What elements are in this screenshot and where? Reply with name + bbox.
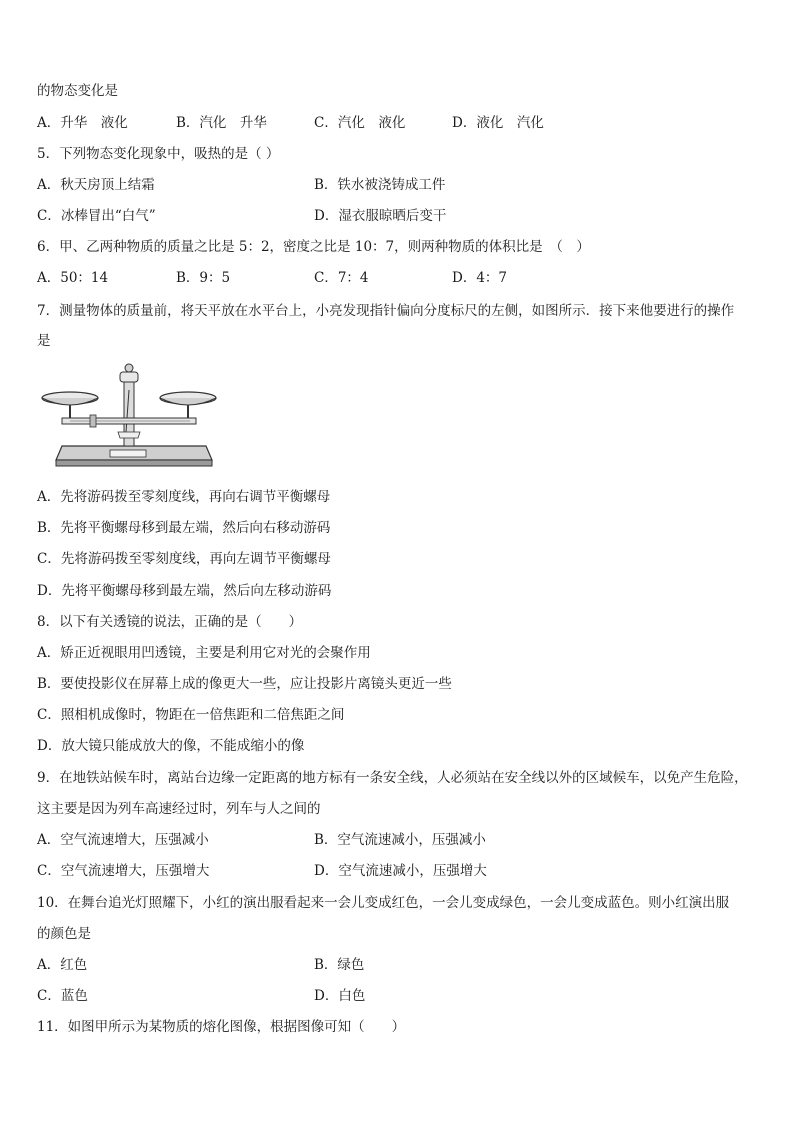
- q10-option-d: D．白色: [314, 988, 366, 1004]
- q5-option-c: C．冰棒冒出“白气”: [37, 208, 156, 224]
- q6-option-d: D．4：7: [452, 270, 508, 286]
- q9-option-d: D．空气流速减小，压强增大: [314, 863, 487, 879]
- q10-option-b: B．绿色: [314, 957, 365, 973]
- q11-stem: 11．如图甲所示为某物质的熔化图像，根据图像可知（ ）: [37, 1019, 406, 1035]
- q10-stem-line1: 10．在舞台追光灯照耀下，小红的演出服看起来一会儿变成红色，一会儿变成绿色，一会儿变成蓝色。则小红演出服: [37, 895, 730, 911]
- q6-option-a: A．50：14: [37, 270, 109, 286]
- q5-stem: 5．下列物态变化现象中，吸热的是（ ）: [37, 146, 280, 162]
- q10-stem-line2: 的颜色是: [37, 926, 91, 942]
- q4-option-c: C．汽化 液化: [314, 115, 406, 131]
- q9-option-c: C．空气流速增大，压强增大: [37, 863, 210, 879]
- q10-option-c: C．蓝色: [37, 988, 88, 1004]
- q8-option-b: B．要使投影仪在屏幕上成的像更大一些，应让投影片离镜头更近一些: [37, 676, 452, 692]
- q6-stem: 6．甲、乙两种物质的质量之比是 5：2，密度之比是 10：7，则两种物质的体积比是 （ ）: [37, 239, 590, 255]
- q8-stem: 8．以下有关透镜的说法，正确的是（ ）: [37, 614, 303, 630]
- q7-option-c: C．先将游码拨至零刻度线，再向左调节平衡螺母: [37, 551, 331, 567]
- q9-option-b: B．空气流速减小，压强减小: [314, 832, 486, 848]
- q4-option-a: A．升华 液化: [37, 115, 128, 131]
- q5-option-a: A．秋天房顶上结霜: [37, 177, 155, 193]
- q8-option-d: D．放大镜只能成放大的像，不能成缩小的像: [37, 738, 305, 754]
- q8-option-a: A．矫正近视眼用凹透镜，主要是利用它对光的会聚作用: [37, 645, 371, 661]
- q6-option-b: B．9：5: [176, 270, 231, 286]
- q8-option-c: C．照相机成像时，物距在一倍焦距和二倍焦距之间: [37, 707, 345, 723]
- q5-option-b: B．铁水被浇铸成工件: [314, 177, 446, 193]
- q9-stem-line1: 9．在地铁站候车时，离站台边缘一定距离的地方标有一条安全线，人必须站在安全线以外的区域候车，以免产生危险，: [37, 770, 748, 786]
- q7-stem-line2: 是: [37, 333, 51, 349]
- q9-stem-line2: 这主要是因为列车高速经过时，列车与人之间的: [37, 801, 321, 817]
- q7-option-a: A．先将游码拨至零刻度线，再向右调节平衡螺母: [37, 489, 331, 505]
- q4-option-d: D．液化 汽化: [452, 115, 544, 131]
- q7-option-b: B．先将平衡螺母移到最左端，然后向右移动游码: [37, 520, 331, 536]
- balance-scale-figure: [40, 360, 218, 472]
- q6-option-c: C．7：4: [314, 270, 369, 286]
- q7-option-d: D．先将平衡螺母移到最左端，然后向左移动游码: [37, 583, 332, 599]
- q9-option-a: A．空气流速增大，压强减小: [37, 832, 209, 848]
- q4-option-b: B．汽化 升华: [176, 115, 267, 131]
- q4-stem-tail: 的物态变化是: [37, 83, 118, 99]
- q5-option-d: D．湿衣服晾晒后变干: [314, 208, 447, 224]
- q10-option-a: A．红色: [37, 957, 88, 973]
- q7-stem-line1: 7．测量物体的质量前，将天平放在水平台上，小亮发现指针偏向分度标尺的左侧，如图所示．接下来他要进行的操作: [37, 303, 735, 319]
